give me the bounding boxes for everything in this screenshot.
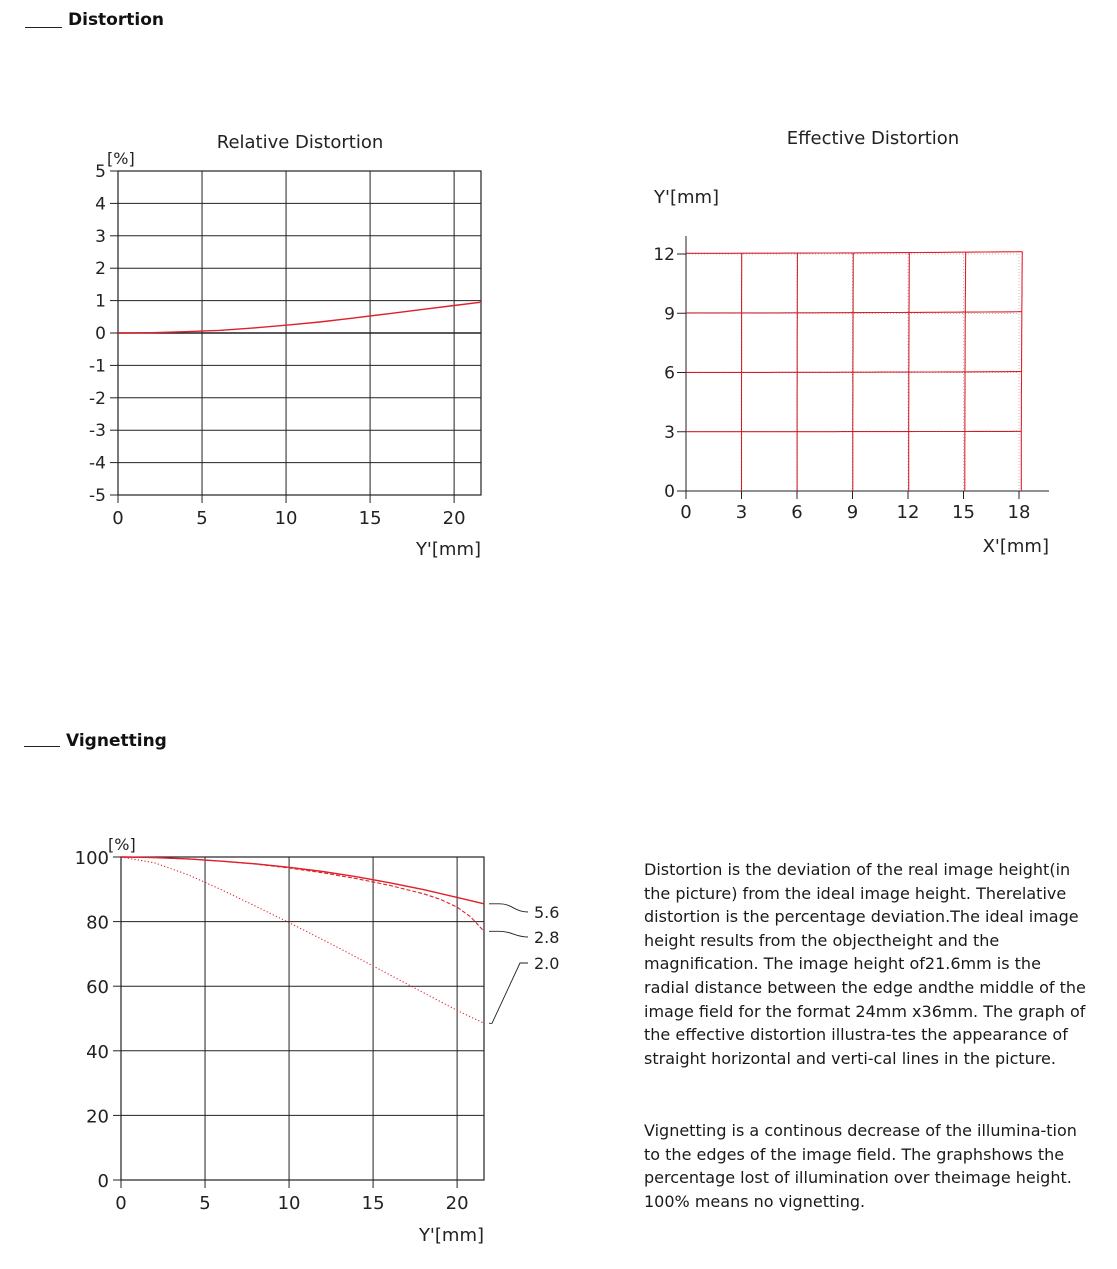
vignetting-x-axis-label: Y'[mm] — [418, 1225, 484, 1246]
relative-y-tick-label: 5 — [95, 162, 106, 182]
vignetting-y-tick-label: 40 — [86, 1041, 109, 1063]
effective-x-tick-label: 3 — [735, 502, 748, 523]
effective-y-tick-label: 3 — [664, 422, 675, 443]
vignetting-plot-frame — [121, 857, 484, 1180]
vignetting-legend-label: 2.0 — [534, 954, 560, 973]
vignetting-y-tick-label: 60 — [86, 977, 109, 999]
vignetting-leader-line — [489, 963, 528, 1023]
vignetting-section-title: Vignetting — [66, 731, 167, 751]
relative-x-tick-label: 5 — [196, 508, 208, 529]
effective-x-tick-label: 18 — [1007, 502, 1031, 523]
relative-y-axis-unit: [%] — [107, 149, 135, 168]
vignetting-leader-line — [489, 931, 528, 937]
effective-grid-vertical — [1021, 252, 1022, 491]
vignetting-x-tick-label: 10 — [277, 1193, 301, 1214]
effective-grid-horizontal — [686, 312, 1022, 313]
relative-y-tick-label: 2 — [95, 259, 106, 280]
vignetting-legend-label: 2.8 — [534, 928, 560, 947]
relative-x-tick-label: 10 — [274, 508, 298, 529]
relative-y-tick-label: -1 — [89, 356, 106, 377]
vignetting-series-2-0 — [121, 857, 484, 1023]
effective-x-tick-label: 12 — [896, 502, 920, 523]
relative-y-tick-label: 0 — [95, 324, 106, 344]
relative-y-tick-label: -5 — [89, 486, 106, 506]
effective-x-axis-label: X'[mm] — [982, 536, 1049, 557]
vignetting-description: Vignetting is a continous decrease of the illumina-tion to the edges of the image field. The graphshows the percentage lost of illumination over theimage height. 100% means no vignetting. — [644, 1121, 1077, 1211]
vignetting-y-tick-label: 100 — [74, 848, 109, 869]
relative-x-tick-label: 0 — [112, 508, 124, 529]
relative-chart-title: Relative Distortion — [216, 132, 384, 153]
relative-y-tick-label: -4 — [89, 453, 106, 474]
vignetting-y-tick-label: 0 — [97, 1171, 109, 1192]
vignetting-legend-label: 5.6 — [534, 903, 560, 922]
effective-chart-title: Effective Distortion — [786, 128, 960, 149]
effective-x-tick-label: 6 — [791, 502, 803, 523]
effective-x-tick-label: 9 — [846, 502, 859, 523]
effective-grid-vertical — [909, 253, 910, 491]
effective-x-tick-label: 15 — [952, 502, 975, 523]
effective-grid-vertical — [853, 253, 854, 491]
vignetting-y-tick-label: 20 — [86, 1106, 109, 1128]
effective-y-axis-label: Y'[mm] — [654, 187, 720, 208]
vignetting-x-tick-label: 0 — [115, 1193, 127, 1214]
vignetting-x-tick-label: 20 — [445, 1193, 469, 1214]
relative-x-tick-label: 20 — [442, 508, 466, 529]
relative-x-tick-label: 15 — [358, 508, 382, 529]
vignetting-series-2-8 — [121, 857, 484, 931]
vignetting-y-tick-label: 80 — [86, 912, 109, 934]
relative-y-tick-label: 4 — [95, 194, 106, 215]
effective-y-tick-label: 9 — [664, 304, 675, 325]
relative-series-distortion — [118, 302, 481, 333]
effective-grid-horizontal — [686, 252, 1022, 254]
vignetting-leader-line — [489, 904, 528, 912]
distortion-description: Distortion is the deviation of the real image height(in the picture) from the ideal image height. Therelative distortion is the percentage deviation.The ideal image height results from the objectheight and the magnification. The image height of21.6mm is the radial distance between the edge andthe middle of the image field for the format 24mm x36mm. The graph of the effective distortion illustra-tes the appearance of straight horizontal and verti-cal lines in the picture. — [644, 860, 1086, 1068]
vignetting-y-axis-unit: [%] — [108, 835, 136, 854]
effective-y-tick-label: 12 — [653, 245, 675, 265]
effective-y-tick-label: 6 — [664, 363, 675, 384]
vignetting-x-tick-label: 5 — [199, 1193, 211, 1214]
effective-x-tick-label: 0 — [680, 502, 692, 523]
vignetting-series-5-6 — [121, 857, 484, 904]
distortion-section-title: Distortion — [68, 10, 164, 30]
relative-y-tick-label: -3 — [89, 421, 106, 442]
relative-y-tick-label: -2 — [89, 388, 106, 409]
relative-x-axis-label: Y'[mm] — [415, 539, 481, 560]
relative-y-tick-label: 3 — [95, 226, 106, 247]
relative-y-tick-label: 1 — [95, 291, 106, 312]
vignetting-x-tick-label: 15 — [361, 1193, 385, 1214]
effective-y-tick-label: 0 — [664, 482, 675, 502]
